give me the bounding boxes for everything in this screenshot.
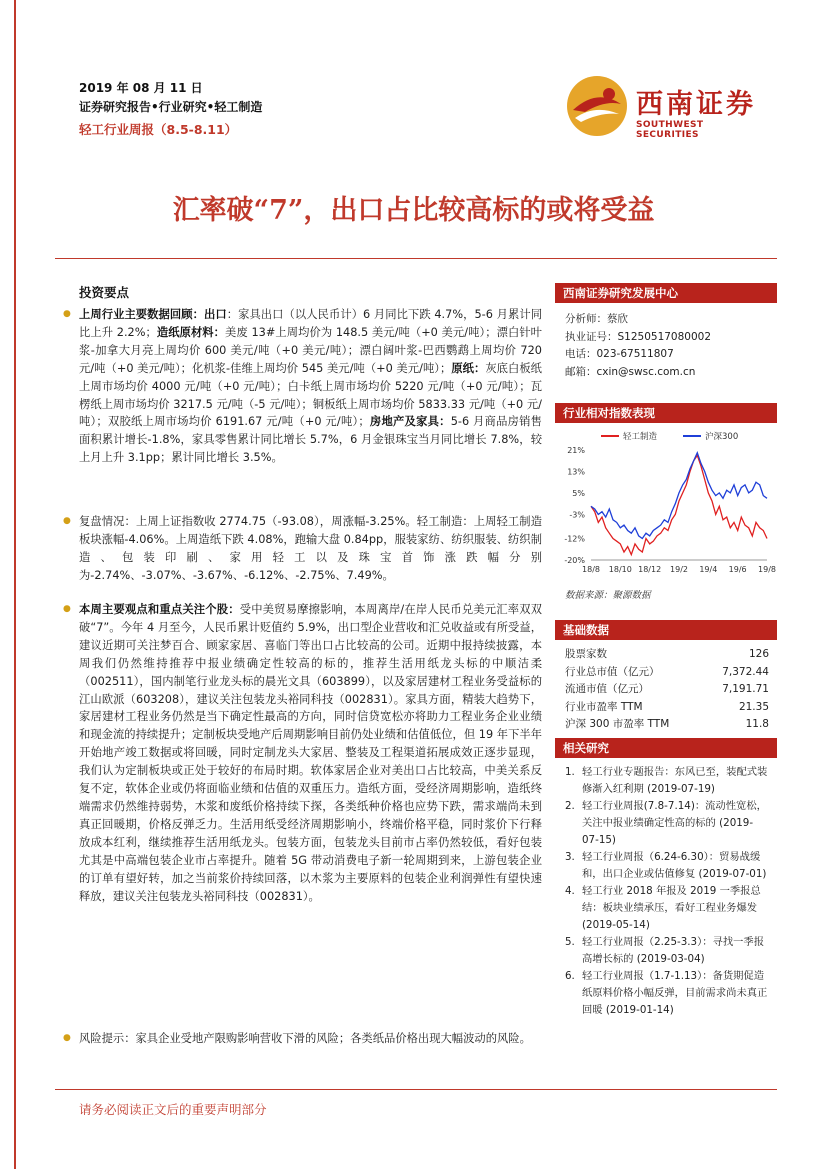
y-tick-label: -12% xyxy=(564,534,585,544)
y-tick-label: 5% xyxy=(572,488,585,498)
related-item-title: 轻工行业周报(7.8-7.14)：流动性宽松，关注中报业绩确定性高的标的 xyxy=(582,800,767,829)
bullet-lead: 本周主要观点和重点关注个股： xyxy=(79,603,240,616)
legend-label-0: 轻工制造 xyxy=(623,432,658,442)
title-divider xyxy=(55,258,777,259)
basic-data-value: 11.8 xyxy=(745,718,769,731)
related-item-date: (2019-01-14) xyxy=(605,1004,674,1016)
basic-data-label: 股票家数 xyxy=(565,648,607,660)
y-tick-label: 21% xyxy=(567,446,585,455)
report-type: 证券研究报告•行业研究•轻工制造 xyxy=(79,100,263,114)
related-item-title: 轻工行业周报（1.7-1.13）：备货期促造纸原料价格小幅反弹，目前需求尚未真正回暖 xyxy=(582,970,768,1016)
index-chart xyxy=(555,424,777,599)
chart-source: 数据来源：聚源数据 xyxy=(565,590,651,601)
x-tick-label: 18/10 xyxy=(608,565,632,574)
related-research-header: 相关研究 xyxy=(555,738,777,758)
related-item-number: 6. xyxy=(565,970,575,982)
basic-data-value: 126 xyxy=(748,648,769,660)
bullet-dot-icon: ● xyxy=(63,604,71,614)
x-tick-label: 18/12 xyxy=(638,565,662,574)
report-date: 2019 年 08 月 11 日 xyxy=(79,81,203,95)
related-item-date: (2019-07-01) xyxy=(698,868,767,880)
related-item-title: 轻工行业 2018 年报及 2019 一季报总结：板块业绩承压，看好工程业务爆发 xyxy=(582,885,761,914)
related-item-number: 1. xyxy=(565,766,575,778)
related-research-item[interactable] xyxy=(555,968,777,1019)
related-item-number: 5. xyxy=(565,936,575,948)
related-research-item[interactable] xyxy=(555,883,777,934)
section-title: 投资要点 xyxy=(79,285,130,300)
x-tick-label: 18/8 xyxy=(582,565,600,574)
analyst-email[interactable]: 邮箱：cxin@swsc.com.cn xyxy=(565,365,696,378)
basic-data-value: 7,191.71 xyxy=(722,683,769,696)
logo-en-text: SOUTHWEST SECURITIES xyxy=(636,120,704,140)
related-item-date: (2019-05-14) xyxy=(582,919,650,931)
related-item-number: 3. xyxy=(565,851,575,863)
related-research-list xyxy=(555,758,777,1019)
bullet-data-review: ● 上周行业主要数据回顾：出口：家具出口（以人民币计）6 月同比下跌 4.7%，5-6 月累计同比上升 2.2%；造纸原材料：美废 13#上周均价为 148.5 美元/吨（+0 美元/吨）；漂白针叶浆-加拿大月亮上周均价 600 美元/吨（+0 美元/吨）；漂白阔叶浆-巴西鹦鹉上周均价 720 元/吨（+0 美元/吨）；化机浆-佳维上周均价 545 美元/吨（+0 美元/吨）；原纸：灰底白板纸上周市场均价 4000 元/吨（+0 元/吨）；白卡纸上周市场均价 5220 元/吨（+0 元/吨）；瓦楞纸上周市场均价 3217.5 元/吨（-5 元/吨）；铜板纸上周市场均价 5833.33 元/吨（+0 元/吨）；双胶纸上周市场均价 6191.67 元/吨（+0 元/吨）；房地产及家具：5-6 月商品房销售面积累计增长-1.8%，家具零售累计同比增长 5.7%，6 月金银珠宝当月同比增长 7.8%，较上月上升 3.1pp；累计同比增长 3.5%。 xyxy=(63,308,542,465)
basic-data-label: 行业总市值（亿元） xyxy=(565,665,660,678)
basic-data-row xyxy=(555,716,777,734)
company-logo xyxy=(565,70,765,140)
y-tick-label: -3% xyxy=(569,510,585,520)
related-item-title: 轻工行业周报（6.24-6.30）：贸易战缓和，出口企业或估值修复 xyxy=(582,851,761,880)
related-research-block xyxy=(555,738,777,1019)
index-chart-header-wrap xyxy=(555,403,777,423)
related-item-date: (2019-07-19) xyxy=(647,783,715,795)
series-line-1 xyxy=(591,453,767,539)
bullet-market-recap: ● 复盘情况：上周上证指数收 2774.75（-93.08），周涨幅-3.25%。轻工制造：上周轻工制造板块涨幅-4.06%。上周造纸下跌 4.08%，跑输大盘 0.84pp，服装家纺、纺织服装、纺织制造、包装印刷、家用轻工以及珠宝首饰涨跌幅分别为-2.74%、-3.07%、-3.67%、-6.12%、-2.75%、7.49%。 xyxy=(63,515,542,582)
basic-data-label: 流通市值（亿元） xyxy=(565,683,649,696)
page-title: 汇率破“7”，出口占比较高标的或将受益 xyxy=(172,195,655,226)
footer-disclaimer: 请务必阅读正文后的重要声明部分 xyxy=(79,1102,267,1117)
related-item-date: (2019-07-15) xyxy=(582,817,754,846)
related-item-number: 2. xyxy=(565,800,575,812)
sidebar-analyst-block xyxy=(555,283,777,381)
basic-data-value: 21.35 xyxy=(738,700,769,713)
research-center-header: 西南证券研究发展中心 xyxy=(555,283,777,303)
basic-data-label: 沪深 300 市盈率 TTM xyxy=(565,718,670,731)
bullet-dot-icon: ● xyxy=(63,309,71,319)
index-chart-header: 行业相对指数表现 xyxy=(555,403,777,423)
report-series: 轻工行业周报（8.5-8.11） xyxy=(79,122,238,137)
basic-data-value: 7,372.44 xyxy=(722,665,769,678)
bullet-dot-icon: ● xyxy=(63,516,71,526)
x-tick-label: 19/2 xyxy=(670,565,688,574)
bullet-dot-icon: ● xyxy=(63,1033,71,1043)
basic-data-label: 行业市盈率 TTM xyxy=(565,700,643,713)
basic-data-block xyxy=(555,620,777,734)
related-item-title: 轻工行业周报（2.25-3.3）：寻找一季报高增长标的 xyxy=(582,936,765,965)
y-tick-label: 13% xyxy=(567,467,585,477)
related-item-date: (2019-03-04) xyxy=(636,953,705,965)
related-research-item[interactable] xyxy=(555,764,777,798)
related-research-item[interactable] xyxy=(555,849,777,883)
basic-data-table xyxy=(555,640,777,734)
x-tick-label: 19/8 xyxy=(758,565,776,574)
y-tick-label: -20% xyxy=(564,556,585,565)
related-research-item[interactable] xyxy=(555,934,777,968)
basic-data-row xyxy=(555,664,777,682)
basic-data-row xyxy=(555,699,777,717)
x-tick-label: 19/4 xyxy=(699,565,718,574)
logo-cn-text: 西南证券 xyxy=(636,89,756,120)
bullet-risk: ● 风险提示：家具企业受地产限购影响营收下滑的风险；各类纸品价格出现大幅波动的风险。 xyxy=(79,1030,542,1048)
bullet-lead: 上周行业主要数据回顾：出口 xyxy=(79,308,227,321)
logo-emblem-icon xyxy=(565,74,629,138)
related-item-title: 轻工行业专题报告：东风已至，装配式装修渐入红利期 xyxy=(582,766,768,795)
basic-data-header: 基础数据 xyxy=(555,620,777,640)
related-item-number: 4. xyxy=(565,885,575,897)
basic-data-row xyxy=(555,646,777,664)
index-chart-svg xyxy=(555,424,777,584)
analyst-license: 执业证号：S1250517080002 xyxy=(565,330,712,343)
basic-data-row xyxy=(555,681,777,699)
left-accent-line xyxy=(14,0,16,1169)
footer-divider xyxy=(55,1089,777,1090)
bullet-key-views: ● 本周主要观点和重点关注个股：受中美贸易摩擦影响，本周离岸/在岸人民币兑美元汇率双双破“7”。今年 4 月至今，人民币累计贬值约 5.9%，出口型企业营收和汇兑收益或有所受益，建议近期可关注梦百合、顾家家居、喜临门等出口占比较高的公司。近期中报持续披露，本周我们仍然维持推荐中报业绩确定性较高的标的，推荐生活用纸龙头标的中顺洁柔（002511），国内制笔行业龙头标的晨光文具（603899），以及家居建材工程业务受益标的江山欧派（603208），建议关注包装龙头裕同科技（002831）。家具方面，精装大趋势下，家居建材工程业务仍然是当下确定性最高的方向，同时信贷宽松亦将助力工程业务企业业绩和现金流的持续提升；定制板块受地产后周期影响目前仍处业绩和估值低位，但 19 年下半年开始地产竣工数据或将回暖，同时定制龙头大家居、整装及工程渠道拓展成效正逐步显现，我们认为定制板块或正处于较好的布局时期。软体家居企业对美出口占比较高，中美关系反复不定，软体企业或仍将面临业绩和估值的双重压力。造纸方面，受经济周期影响，造纸终端需求仍然维持弱势，木浆和废纸价格持续下探，各类纸种价格也应势下跌，需求端尚未到真正回暖期，价格反弹乏力。生活用纸受经济周期影响小，终端价格平稳，同时浆价下行释放成本红利，继续推荐生活用纸龙头。包装方面，包装龙头目前市占率仍然较低，看好包装尤其是中高端包装企业市占率提升。随着 5G 带动消费电子新一轮周期到来，上游包装企业的订单有望好转，加之当前浆价持续回落，以木浆为主要原料的包装企业利润弹性有望快速释放，建议关注包装龙头裕同科技（002831）。 xyxy=(63,603,542,903)
analyst-phone: 电话：023-67511807 xyxy=(565,348,674,361)
series-line-0 xyxy=(591,455,767,554)
related-research-item[interactable] xyxy=(555,798,777,849)
legend-label-1: 沪深300 xyxy=(705,432,739,442)
x-tick-label: 19/6 xyxy=(728,565,747,574)
analyst-name: 分析师：蔡欣 xyxy=(565,313,628,325)
